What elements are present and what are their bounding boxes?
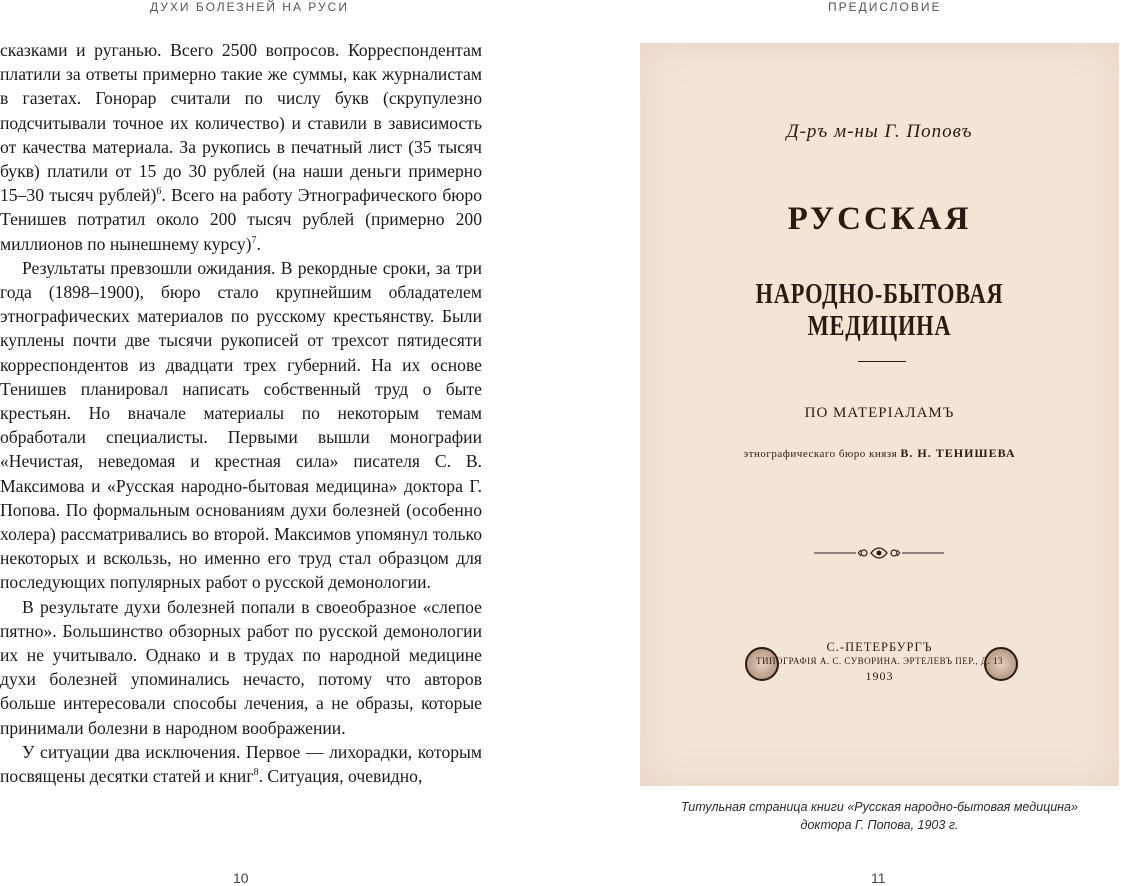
footnote-ref-6: 6 (156, 186, 162, 198)
paragraph-3: В результате духи болезней попали в своеобразное «слепое пятно». Большинство обзорных работ по русской демонологии их не учитывало. Однако и в трудах по народной медицине духи болезней упоминались нечасто, потому что авторов больше интересовали способы лечения, а не образы, которые принимали болезни в народном воображении. (0, 596, 482, 738)
plate-divider-rule (858, 361, 906, 362)
running-head-left: ДУХИ БОЛЕЗНЕЙ НА РУСИ (150, 0, 349, 14)
paragraph-4: У ситуации два исключения. Первое — лихорадки, которым посвящены десятки статей и книг$^8$. Ситуация, очевидно, (0, 741, 482, 787)
page-number-left: 10 (233, 870, 249, 886)
plate-city: С.-ПЕТЕРБУРГЪ (826, 640, 933, 654)
plate-subtitle-1: ПО МАТЕРІАЛАМЪ (804, 405, 955, 421)
plate-author: Д-ръ м-ны Г. Поповъ (786, 121, 973, 142)
left-page-text (0, 38, 482, 788)
plate-subtitle-2: этнографическаго бюро князя В. Н. ТЕНИШЕВА (743, 446, 1016, 460)
title-page-illustration (640, 43, 1119, 786)
plate-title-line-1: РУССКАЯ (787, 201, 972, 237)
paragraph-1: сказками и руганью. Всего 2500 вопросов. Корреспондентам платили за ответы примерно такие же суммы, как журналистам в газетах. Гонорар считали по числу букв (скрупулезно подсчитывали точное их количество) и ставили в зависимость от качества материала. За рукопись в печатный лист (35 тысяч букв) платили от 15 до 30 рублей (на наши деньги примерно 15–30 тысяч рублей)$^6$. Всего на работу Этнографического бюро Тенишев потратил около 200 тысяч рублей (примерно 200 миллионов по нынешнему курсу)$^7$. (0, 40, 483, 254)
plate-title-line-2: НАРОДНО-БЫТОВАЯ МЕДИЦИНА (755, 279, 1004, 342)
ornament-icon (814, 541, 944, 565)
running-head-right: ПРЕДИСЛОВИЕ (828, 0, 942, 14)
plate-year: 1903 (865, 669, 894, 683)
page-number-right: 11 (871, 870, 886, 886)
plate-printer: ТИПОГРАФІЯ А. С. СУВОРИНА. ЭРТЕЛЕВЪ ПЕР., Д. 13 (755, 656, 1004, 666)
paragraph-2: Результаты превзошли ожидания. В рекордные сроки, за три года (1898–1900), бюро стало крупнейшим обладателем этнографических материалов по русскому крестьянству. Были куплены почти две тысячи рукописей от трехсот пятидесяти корреспондентов из двадцати трех губерний. На их основе Тенишев планировал написать собственный труд о быте крестьян. Но вначале материалы по некоторым темам обработали специалисты. Первыми вышли монографии «Нечистая, неведомая и крестная сила» писателя С. В. Максимова и «Русская народно-бытовая медицина» доктора Г. Попова. По формальным основаниям духи болезней (особенно холера) рассматривались во второй. Максимов упомянул только некоторых и вскользь, но именно его труд стал образцом для последующих популярных работ о русской демонологии. (0, 257, 482, 593)
caption-line-1: Титульная страница книги «Русская народно-бытовая медицина» (681, 800, 1078, 814)
footnote-ref-7: 7 (251, 234, 257, 246)
footnote-ref-8: 8 (253, 767, 259, 779)
caption-line-2: доктора Г. Попова, 1903 г. (800, 818, 959, 832)
